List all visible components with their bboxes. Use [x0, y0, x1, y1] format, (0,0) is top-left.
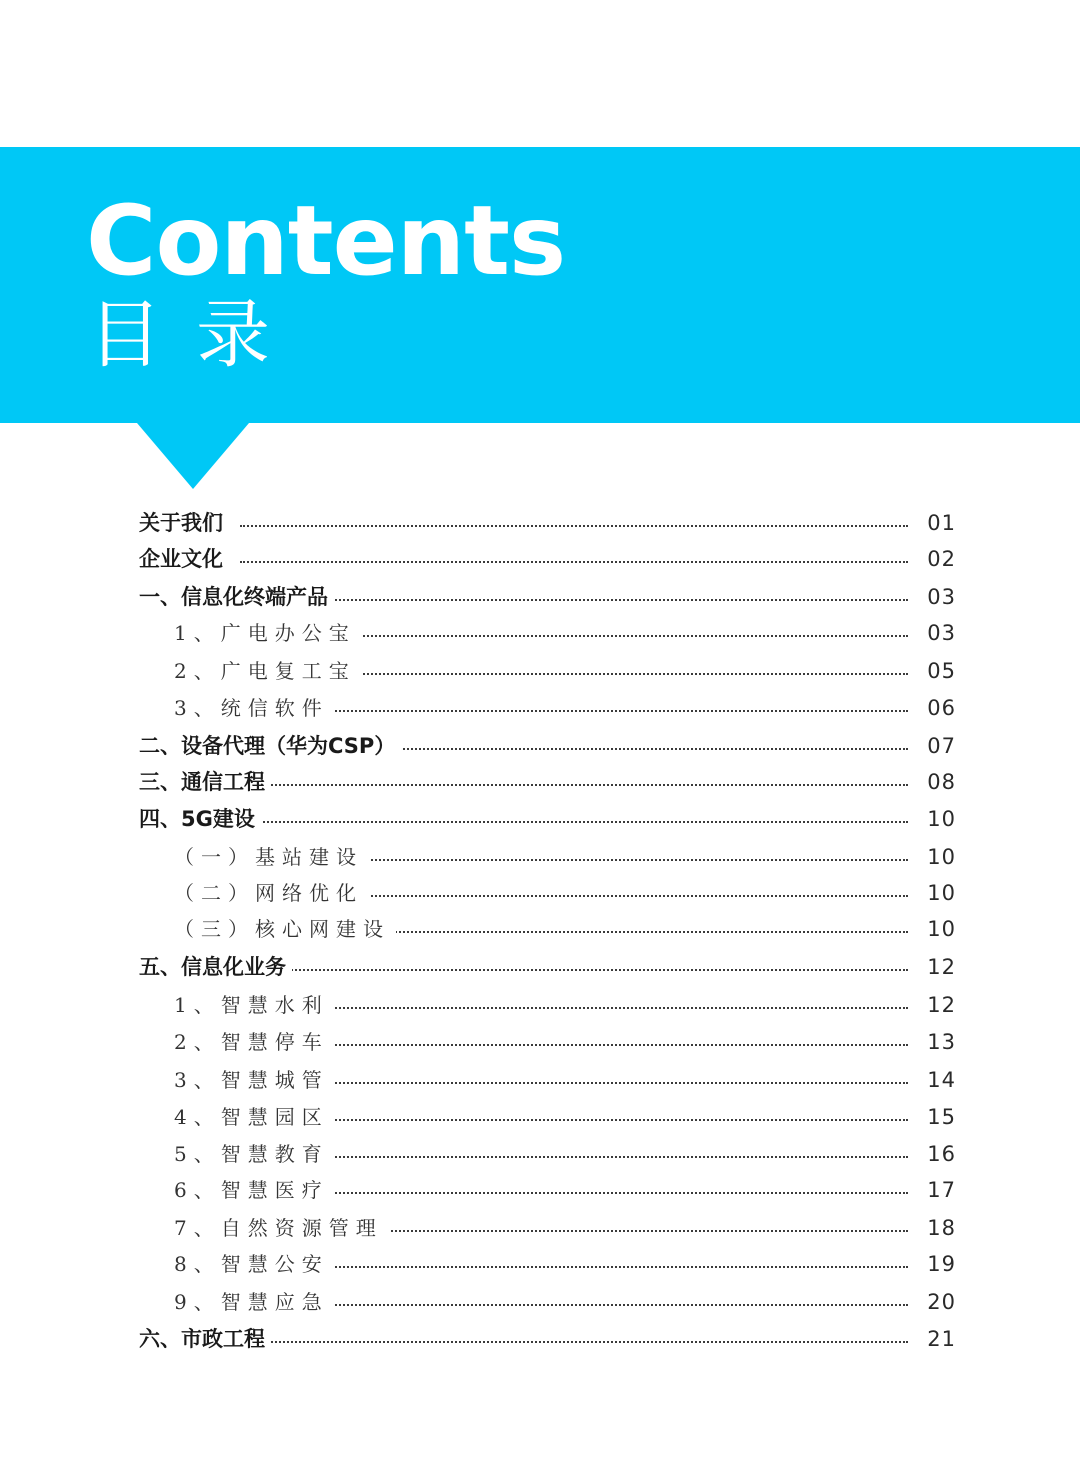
toc-row[interactable] — [0, 582, 1080, 612]
toc-label: 1、广电办公宝 — [174, 618, 362, 648]
toc-page-number: 21 — [927, 1327, 956, 1351]
toc-page-number: 02 — [927, 547, 956, 571]
toc-page-number: 07 — [927, 734, 956, 758]
toc-row[interactable] — [0, 508, 1080, 538]
toc-label: 3、统信软件 — [174, 693, 335, 723]
toc-page-number: 16 — [927, 1142, 956, 1166]
toc-row[interactable] — [0, 842, 1080, 872]
toc-label: 1、智慧水利 — [174, 990, 335, 1020]
toc-row[interactable] — [0, 1287, 1080, 1317]
toc-label: 2、广电复工宝 — [174, 656, 362, 686]
toc-label: 4、智慧园区 — [174, 1102, 335, 1132]
toc-row[interactable] — [0, 1213, 1080, 1243]
toc-label: 六、市政工程 — [139, 1324, 271, 1354]
dot-leader — [240, 561, 908, 563]
toc-page-number: 10 — [927, 881, 956, 905]
toc-page-number: 10 — [927, 807, 956, 831]
banner-pointer — [137, 423, 249, 489]
toc-page-number: 10 — [927, 917, 956, 941]
toc-page-number: 01 — [927, 511, 956, 535]
toc-page-number: 12 — [927, 993, 956, 1017]
dot-leader — [240, 1192, 908, 1194]
toc-row[interactable] — [0, 1139, 1080, 1169]
toc-label: 3、智慧城管 — [174, 1065, 335, 1095]
toc-row[interactable] — [0, 656, 1080, 686]
toc-row[interactable] — [0, 693, 1080, 723]
toc-row[interactable] — [0, 914, 1080, 944]
toc-page-number: 06 — [927, 696, 956, 720]
toc-page-number: 14 — [927, 1068, 956, 1092]
page-title-chinese: 目录 — [88, 292, 304, 378]
toc-page-number: 15 — [927, 1105, 956, 1129]
toc-row[interactable] — [0, 544, 1080, 574]
toc-label: 四、5G建设 — [139, 804, 261, 834]
toc-label: 二、设备代理（华为CSP） — [139, 731, 401, 761]
dot-leader — [240, 821, 908, 823]
toc-label: 三、通信工程 — [139, 767, 271, 797]
toc-page-number: 03 — [927, 621, 956, 645]
toc-row[interactable] — [0, 804, 1080, 834]
toc-label: 6、智慧医疗 — [174, 1175, 335, 1205]
toc-label: 企业文化 — [139, 544, 229, 574]
toc-label: 8、智慧公安 — [174, 1249, 335, 1279]
toc-page-number: 10 — [927, 845, 956, 869]
dot-leader — [240, 1082, 908, 1084]
toc-page-number: 19 — [927, 1252, 956, 1276]
toc-label: 关于我们 — [139, 508, 229, 538]
dot-leader — [240, 969, 908, 971]
toc-page-number: 17 — [927, 1178, 956, 1202]
toc-row[interactable] — [0, 1249, 1080, 1279]
dot-leader — [240, 1304, 908, 1306]
toc-row[interactable] — [0, 1102, 1080, 1132]
dot-leader — [240, 525, 908, 527]
toc-row[interactable] — [0, 990, 1080, 1020]
toc-label: 一、信息化终端产品 — [139, 582, 334, 612]
toc-page-number: 08 — [927, 770, 956, 794]
toc-row[interactable] — [0, 1324, 1080, 1354]
toc-page-number: 03 — [927, 585, 956, 609]
toc-label: 2、智慧停车 — [174, 1027, 335, 1057]
toc-row[interactable] — [0, 618, 1080, 648]
dot-leader — [240, 784, 908, 786]
toc-page-number: 05 — [927, 659, 956, 683]
toc-label: 5、智慧教育 — [174, 1139, 335, 1169]
toc-page-number: 12 — [927, 955, 956, 979]
dot-leader — [240, 1119, 908, 1121]
dot-leader — [240, 1007, 908, 1009]
toc-label: （三）核心网建设 — [174, 914, 396, 944]
toc-label: （一）基站建设 — [174, 842, 369, 872]
toc-row[interactable] — [0, 878, 1080, 908]
toc-label: （二）网络优化 — [174, 878, 369, 908]
toc-row[interactable] — [0, 1065, 1080, 1095]
toc-label: 五、信息化业务 — [139, 952, 292, 982]
toc-page-number: 13 — [927, 1030, 956, 1054]
dot-leader — [240, 1341, 908, 1343]
toc-label: 9、智慧应急 — [174, 1287, 335, 1317]
dot-leader — [240, 599, 908, 601]
toc-row[interactable] — [0, 731, 1080, 761]
dot-leader — [240, 710, 908, 712]
toc-row[interactable] — [0, 1027, 1080, 1057]
toc-row[interactable] — [0, 952, 1080, 982]
dot-leader — [240, 1266, 908, 1268]
dot-leader — [240, 1156, 908, 1158]
toc-row[interactable] — [0, 1175, 1080, 1205]
toc-page-number: 20 — [927, 1290, 956, 1314]
toc-page-number: 18 — [927, 1216, 956, 1240]
toc-row[interactable] — [0, 767, 1080, 797]
toc-label: 7、自然资源管理 — [174, 1213, 389, 1243]
page-title-english: Contents — [86, 185, 566, 297]
dot-leader — [240, 1044, 908, 1046]
